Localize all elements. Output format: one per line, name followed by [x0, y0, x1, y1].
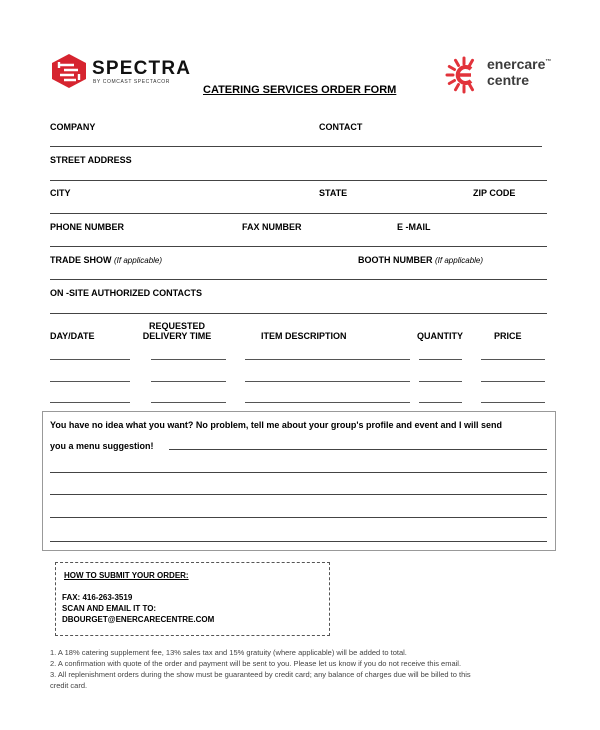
- enercare-sub-wordmark: centre: [487, 72, 530, 88]
- suggestion-field-line4[interactable]: [50, 517, 547, 518]
- item-description-header: ITEM DESCRIPTION: [261, 331, 347, 341]
- row1-item-field[interactable]: [245, 359, 410, 360]
- suggestion-field-line5[interactable]: [50, 541, 547, 542]
- enercare-logo-icon: [444, 55, 484, 95]
- submit-heading: HOW TO SUBMIT YOUR ORDER:: [64, 571, 189, 580]
- spectra-wordmark: SPECTRA: [92, 58, 192, 79]
- row3-price-field[interactable]: [481, 402, 545, 403]
- suggestion-text-line1: You have no idea what you want? No problem, tell me about your group's profile and event and I will send: [50, 420, 503, 430]
- row3-delivery-field[interactable]: [151, 402, 226, 403]
- onsite-contacts-field[interactable]: [50, 313, 547, 314]
- state-label: STATE: [319, 188, 348, 198]
- note-2: 2. A confirmation with quote of the order and payment will be sent to you. Please let us know if you do not receive this email.: [50, 659, 462, 668]
- zip-code-label: ZIP CODE: [473, 188, 516, 198]
- page-title: CATERING SERVICES ORDER FORM: [203, 84, 397, 96]
- phone-fax-email-field[interactable]: [50, 246, 547, 247]
- row2-qty-field[interactable]: [419, 381, 462, 382]
- fax-number-label: FAX NUMBER: [242, 222, 302, 232]
- row1-delivery-field[interactable]: [151, 359, 226, 360]
- enercare-wordmark: enercare™: [487, 56, 552, 72]
- row3-item-field[interactable]: [245, 402, 410, 403]
- submit-instructions-box: [55, 562, 330, 636]
- row1-price-field[interactable]: [481, 359, 545, 360]
- submit-fax: FAX: 416-263-3519: [62, 593, 133, 602]
- day-date-header: DAY/DATE: [50, 331, 95, 341]
- onsite-contacts-label: ON -SITE AUTHORIZED CONTACTS: [50, 288, 202, 298]
- note-3: 3. All replenishment orders during the show must be guaranteed by credit card; any balance of charges due will be billed to this: [50, 670, 471, 679]
- row3-qty-field[interactable]: [419, 402, 462, 403]
- menu-suggestion-box: [42, 411, 556, 551]
- suggestion-field-line2[interactable]: [50, 472, 547, 473]
- suggestion-field-line1[interactable]: [169, 449, 547, 450]
- city-label: CITY: [50, 188, 71, 198]
- row1-qty-field[interactable]: [419, 359, 462, 360]
- row1-day-field[interactable]: [50, 359, 130, 360]
- company-field[interactable]: [50, 146, 542, 147]
- suggestion-text-line2: you a menu suggestion!: [50, 441, 154, 451]
- city-state-zip-field[interactable]: [50, 213, 547, 214]
- company-label: COMPANY: [50, 122, 96, 132]
- email-label: E -MAIL: [397, 222, 431, 232]
- street-address-label: STREET ADDRESS: [50, 155, 132, 165]
- spectra-logo-icon: [50, 53, 88, 89]
- delivery-time-header: REQUESTED DELIVERY TIME: [142, 321, 212, 341]
- note-3-continued: credit card.: [50, 681, 88, 690]
- trade-show-booth-field[interactable]: [50, 279, 547, 280]
- row2-delivery-field[interactable]: [151, 381, 226, 382]
- row3-day-field[interactable]: [50, 402, 130, 403]
- suggestion-field-line3[interactable]: [50, 494, 547, 495]
- booth-number-label: BOOTH NUMBER (If applicable): [358, 255, 484, 265]
- contact-label: CONTACT: [319, 122, 363, 132]
- submit-email[interactable]: DBOURGET@ENERCARECENTRE.COM: [62, 615, 215, 624]
- trade-show-label: TRADE SHOW (If applicable): [50, 255, 163, 265]
- row2-day-field[interactable]: [50, 381, 130, 382]
- row2-price-field[interactable]: [481, 381, 545, 382]
- quantity-header: QUANTITY: [417, 331, 463, 341]
- submit-scan: SCAN AND EMAIL IT TO:: [62, 604, 157, 613]
- spectra-tagline: BY COMCAST SPECTACOR: [93, 79, 171, 85]
- note-1: 1. A 18% catering supplement fee, 13% sales tax and 15% gratuity (where applicable) will be added to total.: [50, 648, 407, 657]
- phone-number-label: PHONE NUMBER: [50, 222, 125, 232]
- price-header: PRICE: [494, 331, 522, 341]
- street-address-field[interactable]: [50, 180, 547, 181]
- row2-item-field[interactable]: [245, 381, 410, 382]
